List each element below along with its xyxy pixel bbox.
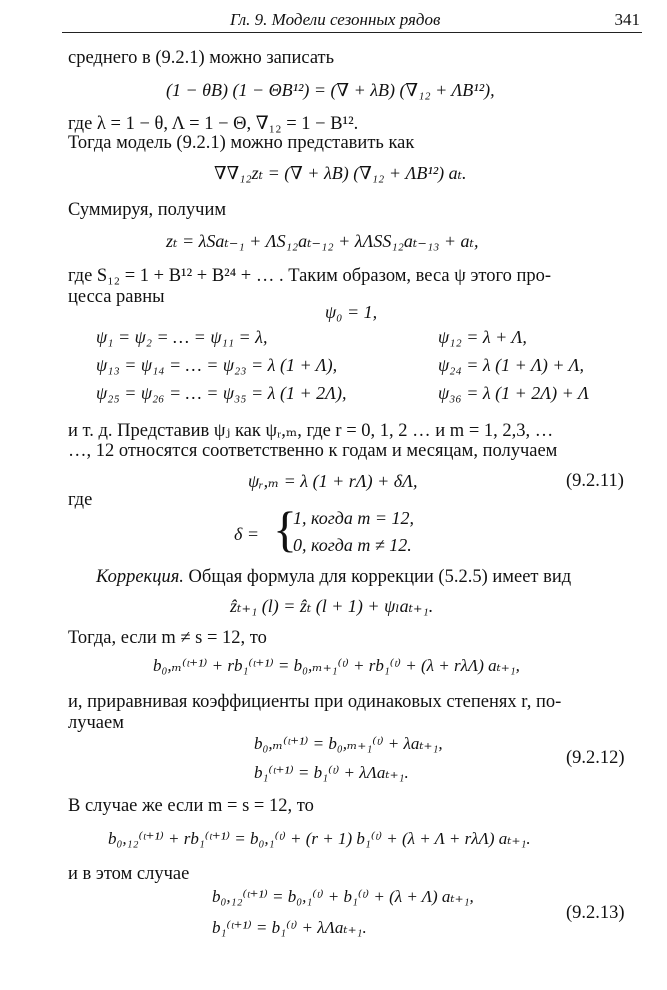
formula: b₁⁽ᵗ⁺¹⁾ = b₁⁽ᵗ⁾ + λΛaₜ₊₁. (254, 763, 409, 782)
running-title: Гл. 9. Модели сезонных рядов (230, 10, 441, 29)
equation-number: (9.2.11) (566, 471, 624, 491)
text-line: и в этом случае (68, 864, 190, 884)
equation-number: (9.2.12) (566, 748, 625, 768)
formula: ψ₂₄ = λ (1 + Λ) + Λ, (438, 355, 585, 375)
text-line: где (68, 490, 93, 510)
formula: ψ₀ = 1, (325, 302, 378, 322)
formula: δ = (234, 524, 260, 544)
text-line: …, 12 относятся соответственно к годам и месяцам, получаем (68, 441, 558, 461)
formula: ψ₁ = ψ₂ = … = ψ₁₁ = λ, (96, 327, 268, 347)
formula: ψ₁₃ = ψ₁₄ = … = ψ₂₃ = λ (1 + Λ), (96, 355, 338, 375)
page-number: 341 (614, 10, 640, 29)
text-line: среднего в (9.2.1) можно записать (68, 48, 335, 68)
text-line: где S₁₂ = 1 + B¹² + B²⁴ + … . Таким образом, веса ψ этого про- (68, 266, 552, 286)
text-line: Тогда модель (9.2.1) можно представить как (68, 133, 415, 153)
text-line: Суммируя, получим (68, 200, 227, 220)
text-line (96, 567, 571, 588)
formula: b₁⁽ᵗ⁺¹⁾ = b₁⁽ᵗ⁾ + λΛaₜ₊₁. (212, 918, 367, 937)
text-line: цесса равны (68, 287, 165, 307)
formula: b₀,₁₂⁽ᵗ⁺¹⁾ + rb₁⁽ᵗ⁺¹⁾ = b₀,₁⁽ᵗ⁾ + (r + 1) b₁⁽ᵗ⁾ + (λ + Λ + rλΛ) aₜ₊₁. (108, 829, 531, 848)
formula: b₀,₁₂⁽ᵗ⁺¹⁾ = b₀,₁⁽ᵗ⁾ + b₁⁽ᵗ⁾ + (λ + Λ) aₜ₊₁, (212, 887, 474, 906)
formula: b₀,ₘ⁽ᵗ⁺¹⁾ + rb₁⁽ᵗ⁺¹⁾ = b₀,ₘ₊₁⁽ᵗ⁾ + rb₁⁽ᵗ⁾ + (λ + rλΛ) aₜ₊₁, (153, 656, 520, 675)
text-line: и т. д. Представив ψⱼ как ψᵣ,ₘ, где r = 0, 1, 2 … и m = 1, 2,3, … (68, 421, 554, 441)
equation-number: (9.2.13) (566, 903, 625, 923)
page-header (62, 6, 642, 33)
formula-case: 0, когда m ≠ 12. (293, 535, 412, 555)
text-line: Тогда, если m ≠ s = 12, то (68, 628, 267, 648)
formula: ψ₃₆ = λ (1 + 2Λ) + Λ (438, 383, 589, 403)
formula: ψ₂₅ = ψ₂₆ = … = ψ₃₅ = λ (1 + 2Λ), (96, 383, 347, 403)
text-fragment: Общая формула для коррекции (5.2.5) имеет вид (183, 567, 572, 587)
formula: zₜ = λSaₜ₋₁ + ΛS₁₂aₜ₋₁₂ + λΛSS₁₂aₜ₋₁₃ + aₜ, (166, 231, 479, 251)
left-brace-icon: { (273, 501, 297, 557)
text-line: где λ = 1 − θ, Λ = 1 − Θ, ∇₁₂ = 1 − B¹². (68, 114, 359, 134)
formula: b₀,ₘ⁽ᵗ⁺¹⁾ = b₀,ₘ₊₁⁽ᵗ⁾ + λaₜ₊₁, (254, 734, 443, 753)
text-line: и, приравнивая коэффициенты при одинаковых степенях r, по- (68, 692, 562, 712)
formula: (1 − θB) (1 − ΘB¹²) = (∇ + λB) (∇₁₂ + ΛB¹²), (166, 80, 495, 100)
formula: ψᵣ,ₘ = λ (1 + rΛ) + δΛ, (248, 471, 418, 491)
text-line: лучаем (68, 713, 124, 733)
formula-case: 1, когда m = 12, (293, 508, 415, 528)
formula: ψ₁₂ = λ + Λ, (438, 327, 527, 347)
italic-term: Коррекция. (96, 567, 184, 587)
text-line: В случае же если m = s = 12, то (68, 796, 314, 816)
formula: ẑₜ₊₁ (l) = ẑₜ (l + 1) + ψₗaₜ₊₁. (230, 596, 434, 616)
formula: ∇∇₁₂zₜ = (∇ + λB) (∇₁₂ + ΛB¹²) aₜ. (214, 163, 467, 183)
